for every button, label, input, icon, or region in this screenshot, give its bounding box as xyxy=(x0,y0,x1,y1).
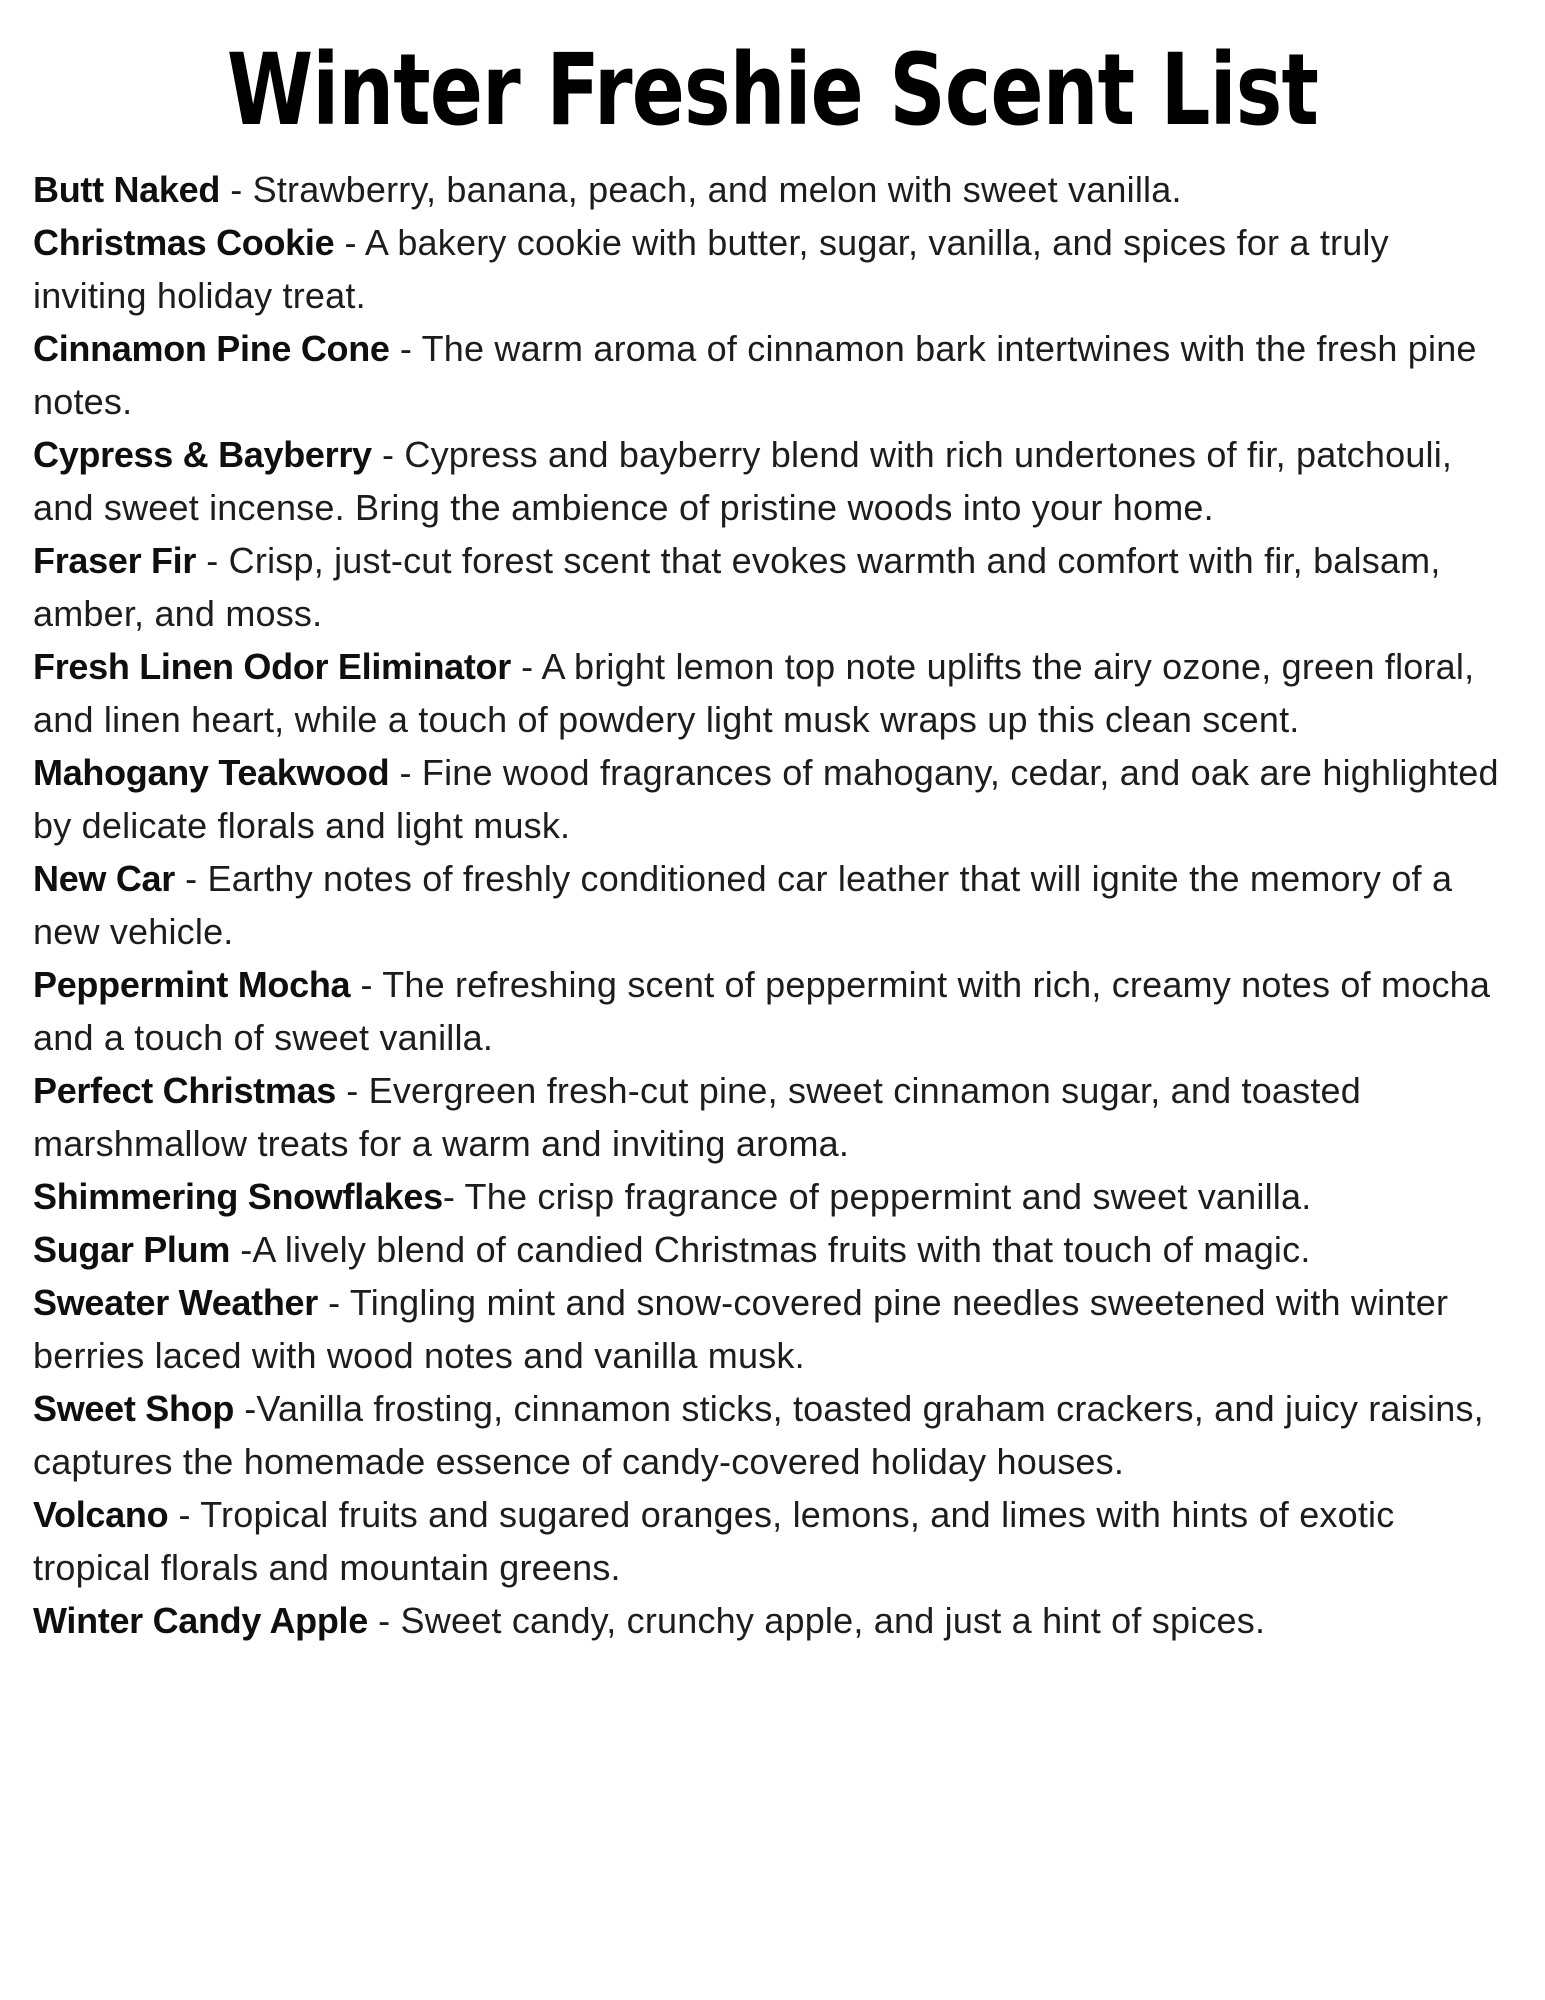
scent-entry xyxy=(33,163,1512,216)
scent-description: -Vanilla frosting, cinnamon sticks, toasted graham crackers, and juicy raisins, captures the homemade essence of candy-covered holiday houses. xyxy=(33,1387,1484,1482)
scent-entry xyxy=(33,958,1512,1064)
scent-name: Sweet Shop xyxy=(33,1387,235,1429)
page-title: Winter Freshie Scent List xyxy=(226,33,1319,148)
scent-entry xyxy=(33,428,1512,534)
scent-description: - The crisp fragrance of peppermint and sweet vanilla. xyxy=(442,1175,1312,1217)
scent-name: Fraser Fir xyxy=(33,539,197,581)
scent-name: New Car xyxy=(33,857,175,899)
scent-description: - Evergreen fresh-cut pine, sweet cinnamon sugar, and toasted marshmallow treats for a warm and inviting aroma. xyxy=(33,1069,1362,1164)
scent-name: Fresh Linen Odor Eliminator xyxy=(33,645,511,687)
scent-entry xyxy=(33,746,1512,852)
scent-description: - Sweet candy, crunchy apple, and just a hint of spices. xyxy=(367,1599,1266,1641)
scent-entry xyxy=(33,1064,1512,1170)
scent-name: Volcano xyxy=(33,1493,169,1535)
scent-entry xyxy=(33,1382,1512,1488)
scent-entry xyxy=(33,534,1512,640)
scent-description: -A lively blend of candied Christmas fruits with that touch of magic. xyxy=(230,1228,1311,1270)
scent-entry xyxy=(33,1276,1512,1382)
scent-name: Sweater Weather xyxy=(33,1281,318,1323)
scent-description: - Cypress and bayberry blend with rich undertones of fir, patchouli, and sweet incense. Bring the ambience of pristine woods into your home. xyxy=(33,433,1453,528)
scent-entry xyxy=(33,1594,1512,1647)
scent-name: Peppermint Mocha xyxy=(33,963,351,1005)
scent-entry xyxy=(33,322,1512,428)
scent-name: Butt Naked xyxy=(33,168,221,210)
scent-description: - The warm aroma of cinnamon bark intertwines with the fresh pine notes. xyxy=(33,327,1477,422)
scent-name: Cinnamon Pine Cone xyxy=(33,327,390,369)
scent-description: - Crisp, just-cut forest scent that evokes warmth and comfort with fir, balsam, amber, and moss. xyxy=(33,539,1441,634)
scent-description: - The refreshing scent of peppermint with rich, creamy notes of mocha and a touch of sweet vanilla. xyxy=(33,963,1491,1058)
scent-entry xyxy=(33,1488,1512,1594)
scent-entry xyxy=(33,1223,1512,1276)
scent-description: - Strawberry, banana, peach, and melon with sweet vanilla. xyxy=(220,168,1182,210)
scent-description: - Fine wood fragrances of mahogany, cedar, and oak are highlighted by delicate florals and light musk. xyxy=(33,751,1499,846)
scent-description: - Earthy notes of freshly conditioned car leather that will ignite the memory of a new vehicle. xyxy=(33,857,1453,952)
scent-description: - Tropical fruits and sugared oranges, lemons, and limes with hints of exotic tropical florals and mountain greens. xyxy=(33,1493,1395,1588)
scent-name: Cypress & Bayberry xyxy=(33,433,372,475)
scent-name: Shimmering Snowflakes xyxy=(33,1175,443,1217)
scent-entry xyxy=(33,1170,1512,1223)
scent-description: - A bright lemon top note uplifts the airy ozone, green floral, and linen heart, while a touch of powdery light musk wraps up this clean scent. xyxy=(33,645,1475,740)
scent-description: - Tingling mint and snow-covered pine needles sweetened with winter berries laced with wood notes and vanilla musk. xyxy=(33,1281,1449,1376)
scent-name: Mahogany Teakwood xyxy=(33,751,390,793)
scent-name: Winter Candy Apple xyxy=(33,1599,368,1641)
scent-description: - A bakery cookie with butter, sugar, vanilla, and spices for a truly inviting holiday treat. xyxy=(33,221,1389,316)
scent-name: Christmas Cookie xyxy=(33,221,335,263)
scent-list xyxy=(33,163,1512,1647)
scent-name: Perfect Christmas xyxy=(33,1069,337,1111)
scent-entry xyxy=(33,640,1512,746)
scent-entry xyxy=(33,852,1512,958)
scent-entry xyxy=(33,216,1512,322)
scent-name: Sugar Plum xyxy=(33,1228,231,1270)
